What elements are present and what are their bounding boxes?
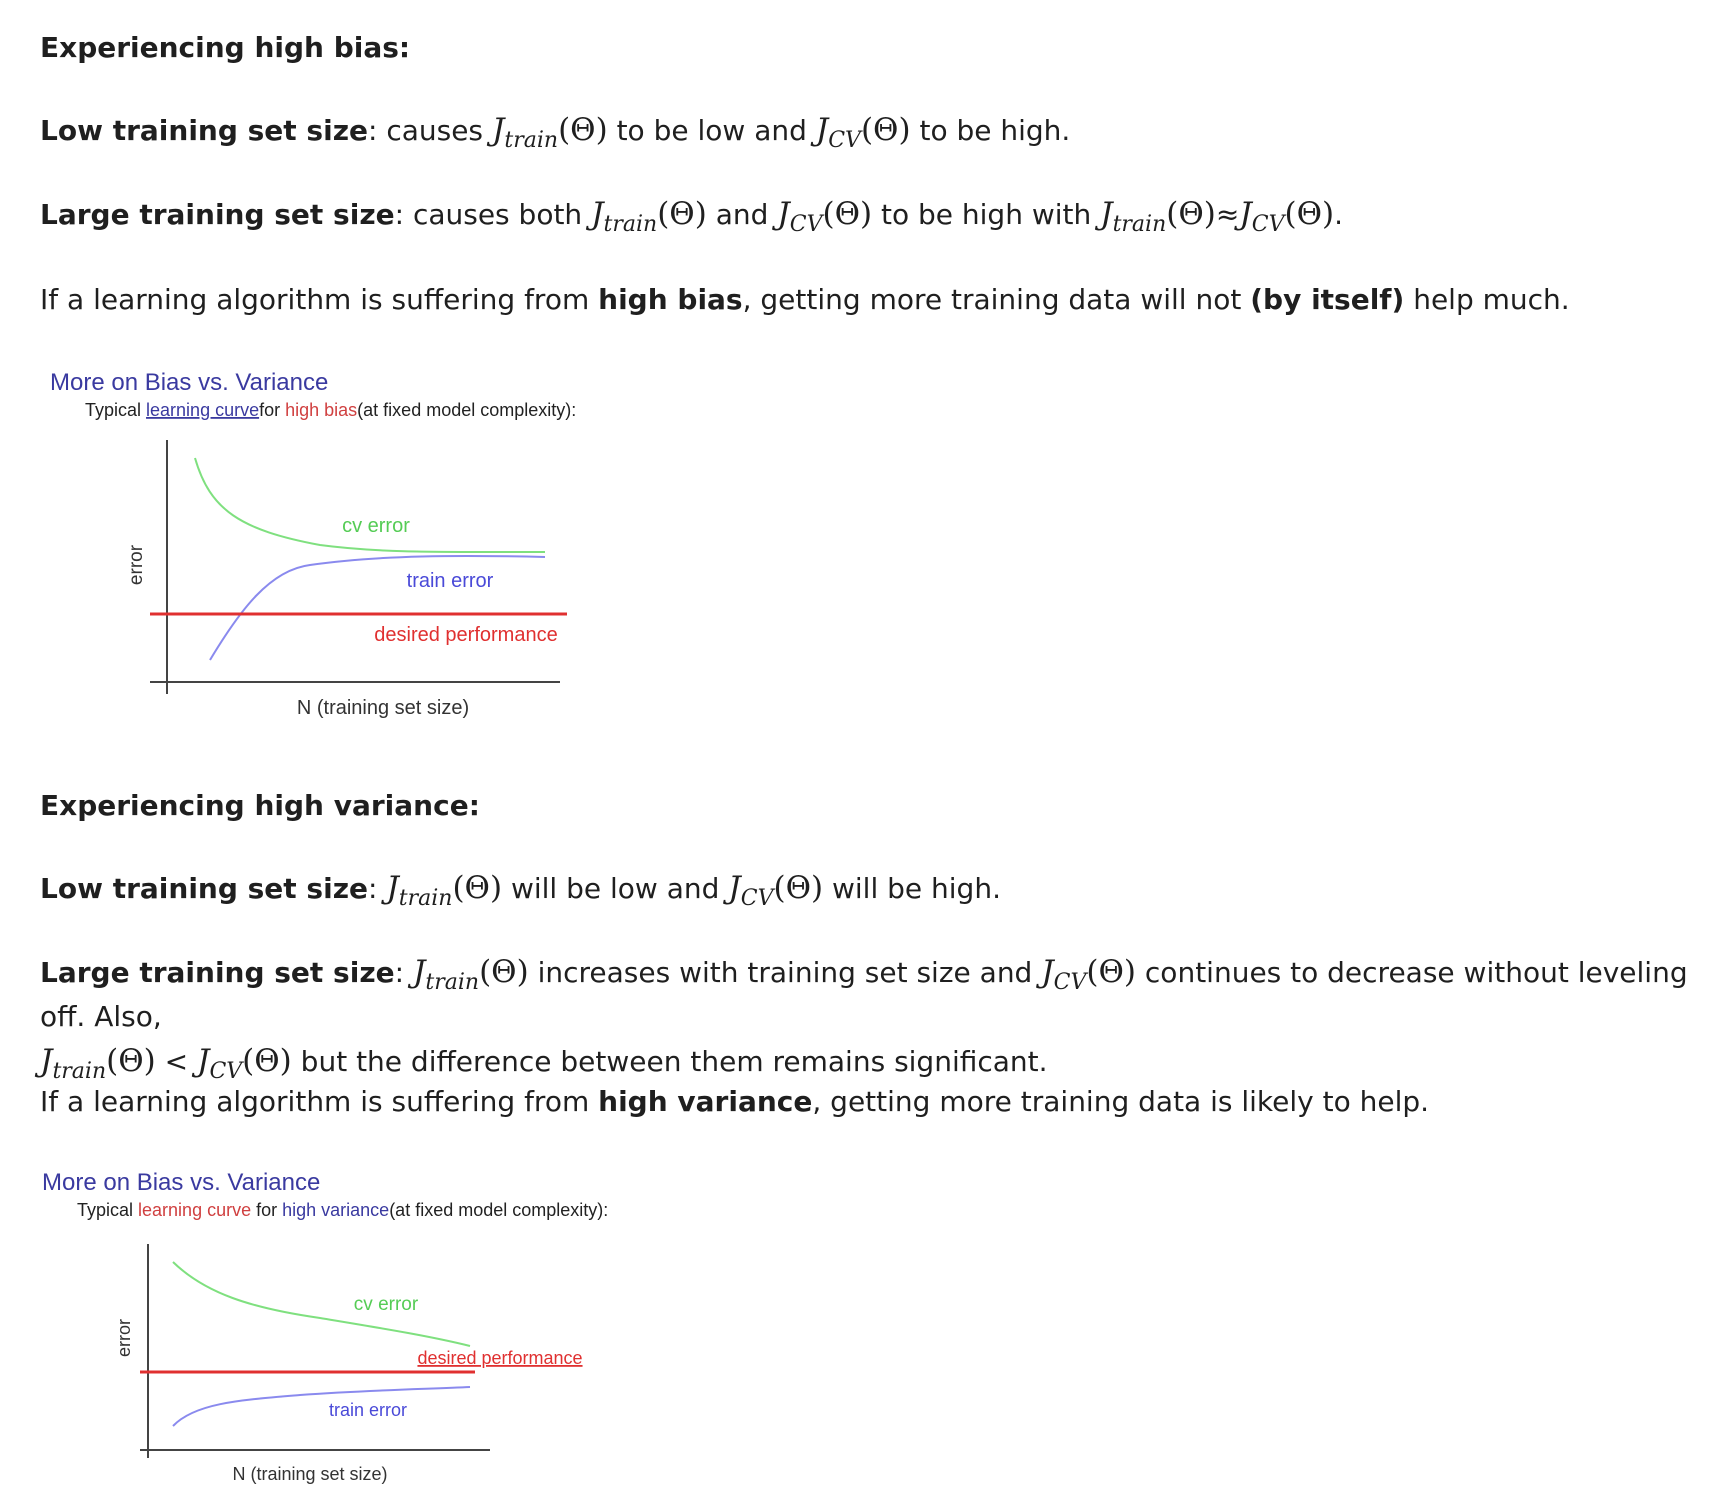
bold-by-itself: (by itself) bbox=[1250, 283, 1405, 316]
lead-large-size: Large training set size bbox=[40, 198, 395, 231]
less-than-sign: < bbox=[155, 1045, 197, 1078]
x-axis-label: N (training set size) bbox=[296, 697, 470, 719]
j-train-math: $J_{train}$ bbox=[40, 1043, 107, 1084]
theta: (Θ) bbox=[452, 870, 503, 906]
variance-conclusion-paragraph bbox=[40, 1080, 1720, 1124]
text: to be high. bbox=[910, 114, 1071, 147]
j-cv-math: $J_{CV}$ bbox=[777, 196, 823, 237]
text: causes both bbox=[404, 198, 592, 231]
bias-large-size-paragraph bbox=[40, 192, 1720, 237]
j-train-math: $J_{train}$ bbox=[591, 196, 658, 237]
text: to be high with bbox=[872, 198, 1101, 231]
text: will be low and bbox=[502, 872, 729, 905]
text: to be low and bbox=[607, 114, 816, 147]
j-cv-math: $J_{CV}$ bbox=[728, 870, 774, 911]
theta: (Θ) bbox=[242, 1043, 292, 1079]
text: but the difference between them remains significant. bbox=[291, 1045, 1048, 1078]
theta: (Θ) bbox=[558, 112, 608, 148]
heading-high-bias: Experiencing high bias: bbox=[40, 31, 411, 64]
bias-low-size-paragraph bbox=[40, 108, 1720, 153]
text: increases with training set size and bbox=[528, 956, 1042, 989]
train-error-label: train error bbox=[406, 570, 494, 592]
heading-high-variance: Experiencing high variance: bbox=[40, 789, 480, 822]
text: . bbox=[1334, 198, 1344, 231]
text: , getting more training data is likely to help. bbox=[812, 1085, 1430, 1118]
lead-low-size: Low training set size bbox=[40, 872, 368, 905]
text: causes bbox=[377, 114, 492, 147]
bold-high-bias: high bias bbox=[598, 283, 743, 316]
high-variance-learning-curve-figure bbox=[0, 1158, 700, 1502]
theta: (Θ) bbox=[1284, 196, 1335, 232]
desired-performance-label: desired performance bbox=[417, 1348, 583, 1368]
j-cv-math: $J_{CV}$ bbox=[1041, 954, 1087, 995]
text: and bbox=[706, 198, 778, 231]
theta: (Θ) bbox=[479, 954, 529, 990]
colon: : bbox=[367, 114, 378, 147]
theta: (Θ) bbox=[657, 196, 707, 232]
approx-sign: ≈ bbox=[1215, 198, 1240, 231]
colon: : bbox=[394, 956, 405, 989]
y-axis-label: error bbox=[114, 1318, 134, 1358]
bias-conclusion-paragraph bbox=[40, 278, 1720, 322]
train-error-curve bbox=[173, 1387, 470, 1426]
theta: (Θ) bbox=[860, 112, 911, 148]
figure-subtitle: Typical learning curve for high variance(at fixed model complexity): bbox=[77, 1200, 609, 1220]
theta: (Θ) bbox=[1166, 196, 1216, 232]
colon: : bbox=[367, 872, 378, 905]
figure-subtitle: Typical learning curvefor high bias(at fixed model complexity): bbox=[85, 400, 577, 420]
variance-low-size-paragraph bbox=[40, 866, 1720, 911]
j-cv-math: $J_{CV}$ bbox=[197, 1043, 243, 1084]
text: , getting more training data will not bbox=[742, 283, 1251, 316]
text: will be high. bbox=[823, 872, 1001, 905]
text: If a learning algorithm is suffering from bbox=[40, 283, 599, 316]
theta: (Θ) bbox=[773, 870, 824, 906]
theta: (Θ) bbox=[106, 1043, 156, 1079]
colon: : bbox=[394, 198, 405, 231]
theta: (Θ) bbox=[1086, 954, 1137, 990]
cv-error-curve bbox=[195, 458, 545, 552]
text: help much. bbox=[1404, 283, 1570, 316]
desired-performance-label: desired performance bbox=[374, 624, 558, 646]
j-train-math: $J_{train}$ bbox=[412, 954, 480, 995]
cv-error-label: cv error bbox=[353, 1294, 419, 1315]
j-train-math: $J_{train}$ bbox=[491, 112, 559, 153]
j-cv-math: $J_{CV}$ bbox=[815, 112, 861, 153]
figure-title: More on Bias vs. Variance bbox=[42, 1169, 321, 1196]
j-cv-math: $J_{CV}$ bbox=[1239, 196, 1285, 237]
lead-large-size: Large training set size bbox=[40, 956, 395, 989]
j-train-math: $J_{train}$ bbox=[386, 870, 453, 911]
cv-error-curve bbox=[173, 1262, 470, 1346]
cv-error-label: cv error bbox=[342, 515, 410, 537]
j-train-math: $J_{train}$ bbox=[1100, 196, 1167, 237]
bold-high-variance: high variance bbox=[598, 1085, 813, 1118]
train-error-label: train error bbox=[328, 1400, 408, 1420]
variance-large-size-paragraph bbox=[40, 950, 1730, 1084]
figure-title: More on Bias vs. Variance bbox=[50, 369, 329, 396]
y-axis-label: error bbox=[126, 544, 147, 586]
text: continues to decrease without leveling off. Also, bbox=[40, 956, 1688, 1033]
lead-low-size: Low training set size bbox=[40, 114, 368, 147]
theta: (Θ) bbox=[822, 196, 873, 232]
high-bias-learning-curve-figure bbox=[0, 360, 700, 730]
x-axis-label: N (training set size) bbox=[232, 1464, 388, 1484]
text: If a learning algorithm is suffering from bbox=[40, 1085, 599, 1118]
